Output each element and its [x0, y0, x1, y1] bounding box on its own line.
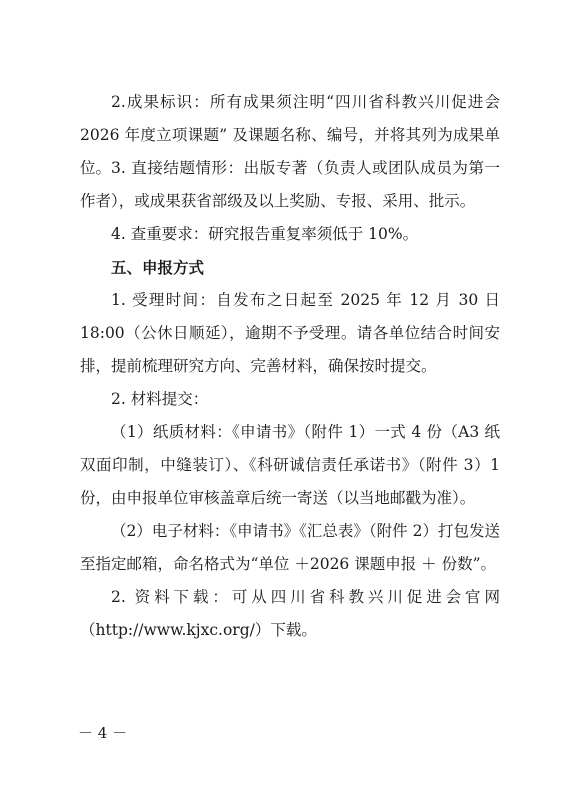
- paragraph-material-submission: 2. 材料提交：: [111, 390, 209, 408]
- paragraph-acceptance-time: 1. 受理时间：自发布之日起至 2025 年 12 月 30 日 18:00（公休日顺延），逾期不予受理。请各单位结合时间安排，提前梳理研究方向、完善材料，确保按时提交。: [80, 291, 500, 375]
- paragraph-direct-conclusion: 3. 直接结题情形：出版专著（负责人或团队成员为第一作者），或成果获省部级及以上奖励、专报、采用、批示。: [80, 159, 500, 210]
- section-heading-application-method: 五、申报方式: [111, 258, 205, 277]
- paragraph-electronic-materials: （2）电子材料：《申请书》《汇总表》（附件 2）打包发送至指定邮箱，命名格式为“单位 ＋2026 课题申报 ＋ 份数”。: [80, 522, 500, 573]
- page-number: － 4 －: [78, 724, 128, 742]
- paragraph-material-download: 2. 资料下载：可从四川省科教兴川促进会官网（http://www.kjxc.org/）下载。: [80, 588, 500, 639]
- paragraph-paper-materials: （1）纸质材料：《申请书》（附件 1）一式 4 份（A3 纸双面印制，中缝装订）、《科研诚信责任承诺书》（附件 3）1 份，由申报单位审核盖章后统一寄送（以当地邮戳为准）。: [80, 423, 500, 507]
- paragraph-result-identification: 2.成果标识：所有成果须注明“四川省科教兴川促进会 2026 年度立项课题” 及课题名称、编号，并将其列为成果单位。: [80, 93, 500, 177]
- paragraph-plagiarism-check: 4. 查重要求：研究报告重复率须低于 10%。: [111, 225, 419, 243]
